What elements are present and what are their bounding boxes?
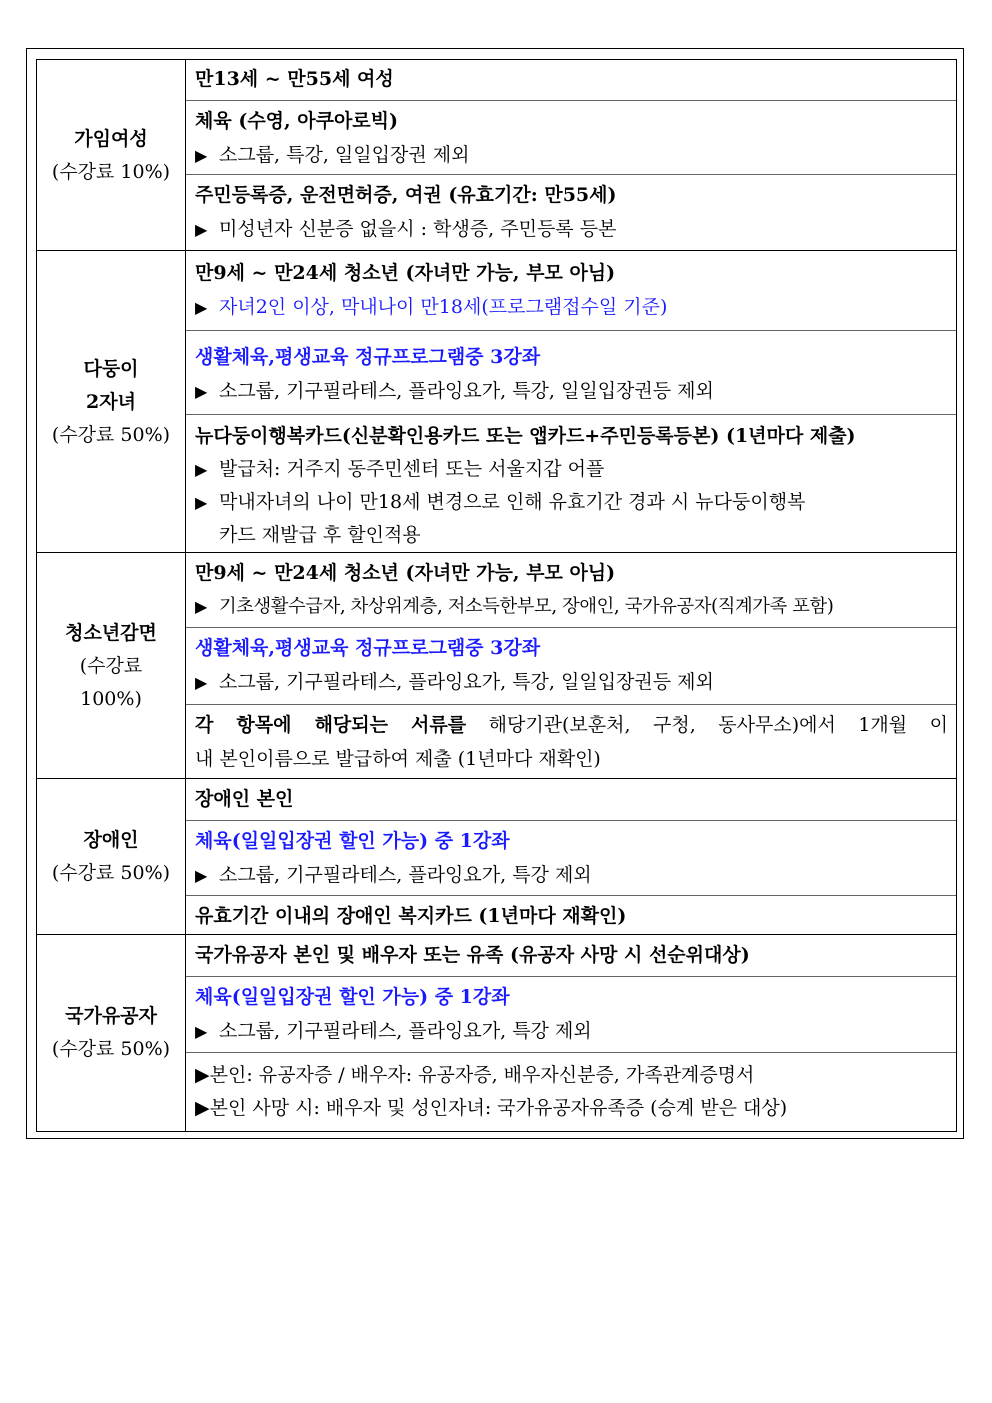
details-cell	[186, 251, 956, 553]
program-cell	[186, 976, 956, 1052]
bullet-icon: ▶	[195, 146, 208, 165]
target-text: 만13세 ~ 만55세 여성	[195, 68, 394, 90]
category-fee: (수강료 50%)	[51, 423, 171, 446]
document-text: 유효기간 이내의 장애인 복지카드 (1년마다 재확인)	[195, 905, 627, 927]
program-cell	[186, 100, 956, 174]
target-cell	[186, 782, 956, 816]
program-note: ▶ 소그룹, 기구필라테스, 플라잉요가, 특강 제외	[195, 858, 948, 893]
details-cell	[186, 60, 956, 251]
target-text: 만9세 ~ 만24세 청소년 (자녀만 가능, 부모 아님)	[195, 562, 616, 584]
program-text: 체육(일일입장권 할인 가능) 중 1강좌	[195, 986, 510, 1008]
document-line-2: ▶본인 사망 시: 배우자 및 성인자녀: 국가유공자유족증 (승계 받은 대상)	[195, 1097, 788, 1119]
category-cell	[37, 935, 186, 1131]
document-text: 뉴다둥이행복카드(신분확인용카드 또는 앱카드+주민등록등본) (1년마다 제출)	[195, 425, 856, 447]
row-childbearing-women	[37, 60, 956, 251]
category-name: 국가유공자	[65, 1005, 157, 1027]
category-fee: (수강료 50%)	[51, 1038, 171, 1060]
bullet-icon: ▶	[195, 866, 208, 885]
target-cell	[186, 938, 956, 972]
target-text: 만9세 ~ 만24세 청소년 (자녀만 가능, 부모 아님)	[195, 262, 616, 284]
target-text: 국가유공자 본인 및 배우자 또는 유족 (유공자 사망 시 선순위대상)	[195, 944, 750, 966]
bullet-icon: ▶	[195, 1022, 208, 1041]
document-cell	[186, 414, 956, 553]
bullet-icon: ▶	[195, 220, 208, 239]
bullet-icon: ▶	[195, 298, 208, 317]
category-cell	[37, 553, 186, 779]
category-name-line2: 2자녀	[86, 390, 136, 413]
bullet-icon: ▶	[195, 673, 208, 692]
program-text: 생활체육,평생교육 정규프로그램중 3강좌	[195, 346, 541, 368]
target-note: ▶ 자녀2인 이상, 막내나이 만18세(프로그램접수일 기준)	[195, 290, 948, 325]
target-cell	[186, 62, 956, 96]
document-text-line1: 각 항목에 해당되는 서류를 해당기관(보훈처, 구청, 동사무소)에서 1개월 이	[195, 714, 948, 736]
details-cell	[186, 935, 956, 1131]
program-note: ▶ 소그룹, 기구필라테스, 플라잉요가, 특강 제외	[195, 1014, 948, 1049]
target-text: 장애인 본인	[195, 788, 294, 810]
document-note-2: ▶ 막내자녀의 나이 만18세 변경으로 인해 유효기간 경과 시 뉴다둥이행복	[195, 486, 948, 519]
program-note: ▶ 소그룹, 기구필라테스, 플라잉요가, 특강, 일일입장권등 제외	[195, 665, 948, 700]
program-text: 체육(일일입장권 할인 가능) 중 1강좌	[195, 830, 510, 852]
category-fee: (수강료 10%)	[51, 160, 171, 183]
category-cell	[37, 251, 186, 553]
category-name: 청소년감면	[65, 621, 157, 644]
discount-table	[36, 59, 957, 1132]
category-fee-line1: (수강료	[79, 654, 143, 677]
details-cell	[186, 779, 956, 935]
program-note: ▶ 소그룹, 기구필라테스, 플라잉요가, 특강, 일일입장권등 제외	[195, 374, 948, 409]
program-text: 체육 (수영, 아쿠아로빅)	[195, 110, 399, 132]
category-name-line1: 다둥이	[83, 357, 139, 380]
target-note: ▶ 기초생활수급자, 차상위계층, 저소득한부모, 장애인, 국가유공자(직계가족 포함)	[195, 590, 948, 624]
document-cell	[186, 174, 956, 250]
document-cell	[186, 704, 956, 779]
program-cell	[186, 627, 956, 704]
document-cell	[186, 895, 956, 935]
category-name: 가임여성	[74, 127, 148, 150]
category-fee-line2: 100%)	[80, 687, 142, 710]
document-note: ▶ 미성년자 신분증 없을시 : 학생증, 주민등록 등본	[195, 212, 948, 247]
program-cell	[186, 820, 956, 895]
program-text: 생활체육,평생교육 정규프로그램중 3강좌	[195, 637, 541, 659]
document-line-1: ▶본인: 유공자증 / 배우자: 유공자증, 배우자신분증, 가족관계증명서	[195, 1064, 755, 1086]
document-cell	[186, 1052, 956, 1131]
category-cell	[37, 779, 186, 935]
category-name: 장애인	[83, 829, 139, 851]
target-cell	[186, 556, 956, 624]
category-fee: (수강료 50%)	[51, 862, 171, 884]
program-cell	[186, 330, 956, 414]
document-text-line2: 내 본인이름으로 발급하여 제출 (1년마다 재확인)	[195, 748, 601, 770]
outer-frame	[26, 48, 964, 1139]
bullet-icon: ▶	[195, 597, 207, 616]
document-text: 주민등록증, 운전면허증, 여권 (유효기간: 만55세)	[195, 184, 617, 206]
program-note: ▶ 소그룹, 특강, 일일입장권 제외	[195, 138, 948, 173]
document-note-1: ▶ 발급처: 거주지 동주민센터 또는 서울지갑 어플	[195, 453, 948, 486]
bullet-icon: ▶	[195, 493, 208, 512]
row-multi-child	[37, 250, 956, 553]
bullet-icon: ▶	[195, 382, 208, 401]
bullet-icon: ▶	[195, 460, 208, 479]
details-cell	[186, 553, 956, 779]
document-note-2-cont: 카드 재발급 후 할인적용	[219, 524, 421, 546]
row-youth-reduction	[37, 552, 956, 779]
row-disabled	[37, 778, 956, 935]
target-cell	[186, 256, 956, 325]
category-cell	[37, 60, 186, 251]
row-national-merit	[37, 934, 956, 1131]
